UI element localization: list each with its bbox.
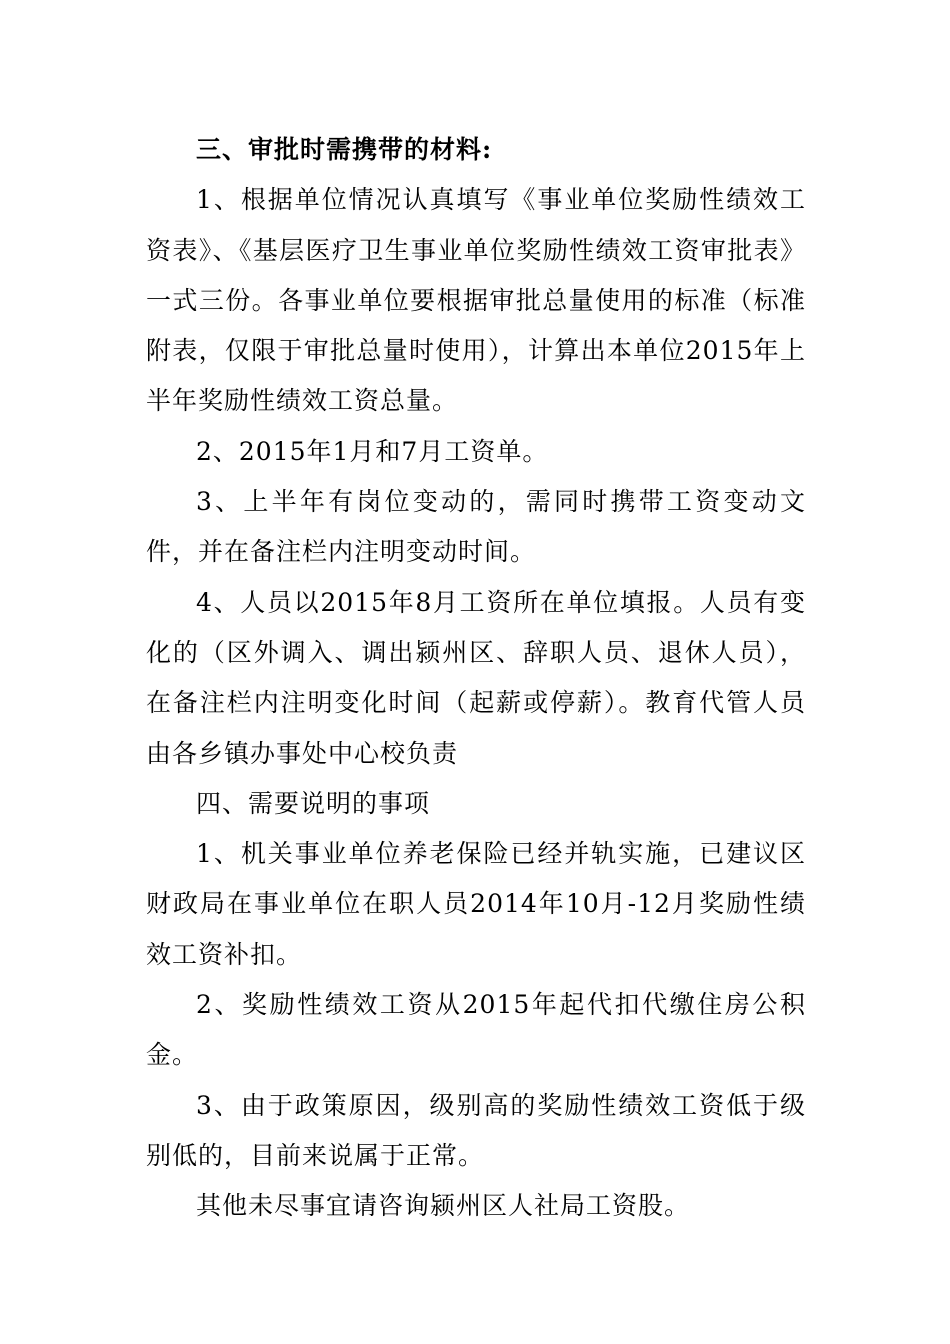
section3-item-3: 3、上半年有岗位变动的，需同时携带工资变动文件，并在备注栏内注明变动时间。 [146, 487, 806, 567]
section3-item-4: 4、人员以2015年8月工资所在单位填报。人员有变化的（区外调入、调出颍州区、辞职人员、退休人员），在备注栏内注明变化时间（起薪或停薪）。教育代管人员由各乡镇办事处中心校负责 [146, 587, 806, 768]
document-body [146, 125, 806, 1232]
section4-heading: 四、需要说明的事项 [196, 788, 431, 818]
section3-item-1: 1、根据单位情况认真填写《事业单位奖励性绩效工资表》、《基层医疗卫生事业单位奖励性绩效工资审批表》一式三份。各事业单位要根据审批总量使用的标准（标准附表，仅限于审批总量时使用），计算出本单位2015年上半年奖励性绩效工资总量。 [146, 185, 806, 416]
section3-item-2: 2、2015年1月和7月工资单。 [196, 436, 549, 466]
section4-item-1: 1、机关事业单位养老保险已经并轨实施，已建议区财政局在事业单位在职人员2014年10月-12月奖励性绩效工资补扣。 [146, 839, 806, 969]
closing-note: 其他未尽事宜请咨询颍州区人社局工资股。 [196, 1191, 691, 1221]
section3-heading: 三、审批时需携带的材料: [196, 135, 493, 164]
section4-item-2: 2、奖励性绩效工资从2015年起代扣代缴住房公积金。 [146, 990, 806, 1070]
section4-item-3: 3、由于政策原因，级别高的奖励性绩效工资低于级别低的，目前来说属于正常。 [146, 1090, 806, 1170]
